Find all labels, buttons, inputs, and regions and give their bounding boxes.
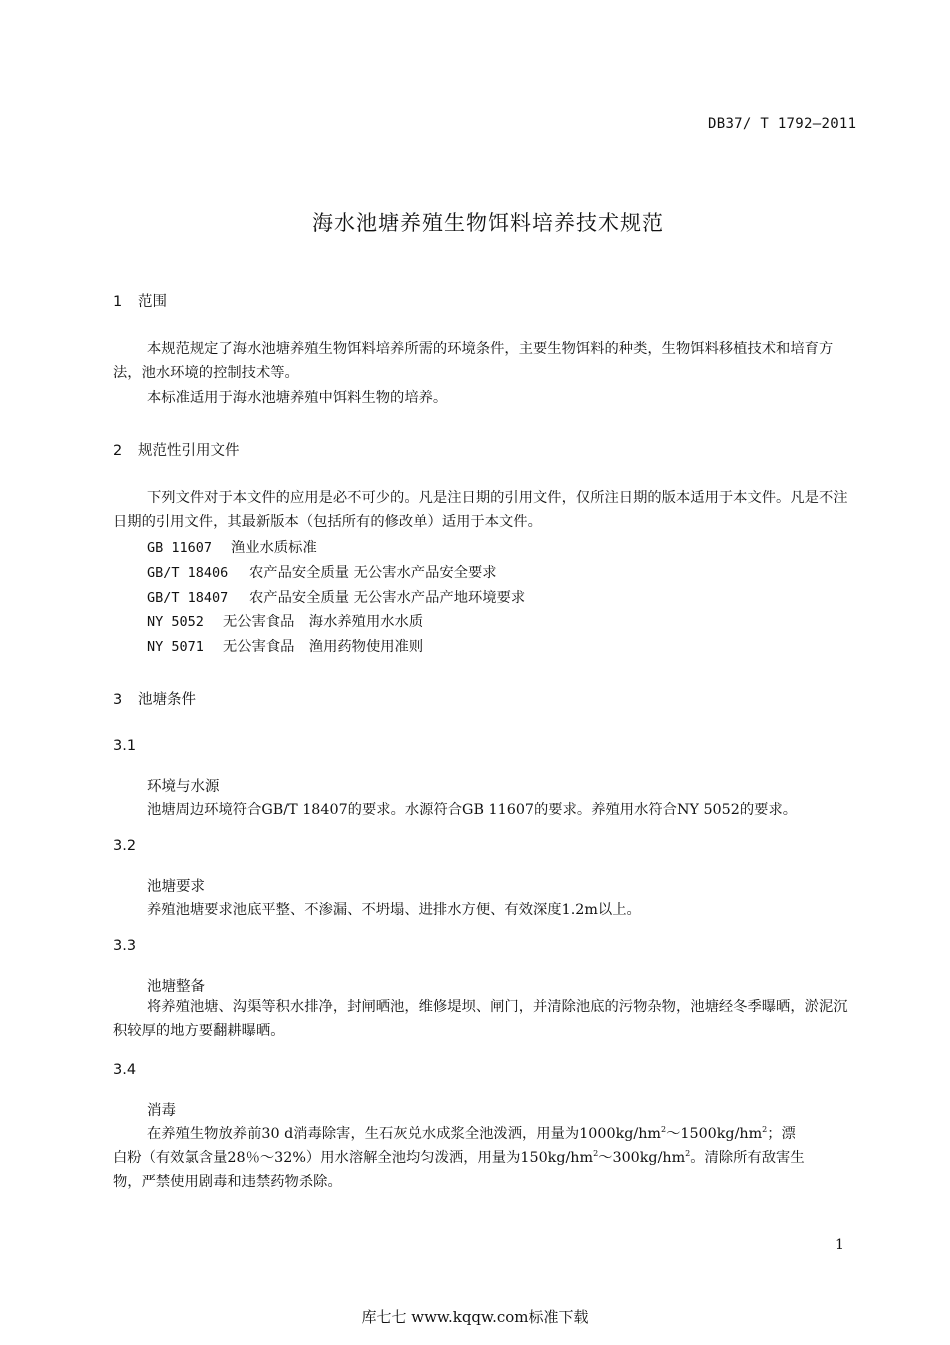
section-number: 1: [113, 294, 123, 310]
reference-item: [147, 537, 317, 557]
reference-name: 农产品安全质量 无公害水产品产地环境要求: [249, 590, 526, 606]
subsection-3-1-text: 池塘周边环境符合GB/T 18407的要求。水源符合GB 11607的要求。养殖用水符合NY 5052的要求。: [147, 802, 798, 818]
section-1-heading: [113, 290, 167, 311]
reference-name: 农产品安全质量 无公害水产品安全要求: [249, 565, 497, 581]
subsection-3-4-line-3: 物，严禁使用剧毒和违禁药物杀除。: [113, 1174, 342, 1190]
text-run: ；漂: [767, 1126, 796, 1142]
text-run: 白粉（有效氯含量28％～32%）用水溶解全池均匀泼洒，用量为150kg/hm: [113, 1150, 594, 1166]
subsection-3-4-heading: 消毒: [147, 1103, 176, 1119]
text-run: ～1500kg/hm: [666, 1126, 763, 1142]
text-run: 。清除所有敌害生: [690, 1150, 805, 1166]
subsection-3-1-heading: 环境与水源: [147, 779, 220, 795]
reference-code: GB/T 18406: [147, 565, 229, 581]
section-title: 规范性引用文件: [138, 443, 240, 459]
section-1-paragraph-1: 本规范规定了海水池塘养殖生物饵料培养所需的环境条件，主要生物饵料的种类，生物饵料移植技术和培育方法，池水环境的控制技术等。: [113, 341, 834, 381]
reference-code: GB/T 18407: [147, 590, 229, 606]
reference-name: 无公害食品 渔用药物使用准则: [223, 639, 424, 655]
section-number: 3: [113, 692, 123, 708]
superscript: 2: [660, 1125, 667, 1134]
subsection-3-3-heading: 池塘整备: [147, 979, 205, 995]
subsection-3-2-number: 3.2: [113, 838, 137, 854]
subsection-3-4-line-1: [147, 1123, 796, 1143]
footer-watermark: 库七七 www.kqqw.com标准下载: [361, 1308, 589, 1326]
text-run: 在养殖生物放养前30 d消毒除害，生石灰兑水成浆全池泼洒，用量为1000kg/hm: [147, 1126, 661, 1142]
superscript: 2: [593, 1149, 599, 1158]
subsection-3-2-text: 养殖池塘要求池底平整、不渗漏、不坍塌、进排水方便、有效深度1.2m以上。: [147, 902, 641, 918]
superscript: 2: [762, 1125, 768, 1134]
subsection-3-4-number: 3.4: [113, 1062, 137, 1078]
standard-number: DB37/ T 1792—2011: [708, 116, 857, 132]
subsection-3-1-number: 3.1: [113, 738, 137, 754]
subsection-3-4-line-2: [113, 1147, 805, 1167]
reference-name: 渔业水质标准: [231, 540, 317, 556]
reference-item: [147, 611, 423, 631]
reference-item: [147, 562, 497, 582]
reference-code: NY 5052: [147, 614, 204, 630]
page-number: 1: [835, 1237, 844, 1253]
section-2-paragraph: 下列文件对于本文件的应用是必不可少的。凡是注日期的引用文件，仅所注日期的版本适用于本文件。凡是不注日期的引用文件，其最新版本（包括所有的修改单）适用于本文件。: [113, 490, 848, 530]
section-2-heading: [113, 439, 240, 460]
section-3-heading: [113, 688, 196, 709]
section-title: 范围: [138, 294, 167, 310]
reference-item: [147, 587, 525, 607]
reference-item: [147, 636, 423, 656]
reference-name: 无公害食品 海水养殖用水水质: [223, 614, 424, 630]
section-1-paragraph-2: 本标准适用于海水池塘养殖中饵料生物的培养。: [147, 390, 448, 406]
section-title: 池塘条件: [138, 692, 196, 708]
reference-code: GB 11607: [147, 540, 213, 556]
subsection-3-2-heading: 池塘要求: [147, 879, 205, 895]
text-run: ～300kg/hm: [598, 1150, 686, 1166]
section-number: 2: [113, 443, 123, 459]
document-title: 海水池塘养殖生物饵料培养技术规范: [312, 211, 664, 235]
reference-code: NY 5071: [147, 639, 204, 655]
subsection-3-3-text: 将养殖池塘、沟渠等积水排净，封闸晒池，维修堤坝、闸门，并清除池底的污物杂物，池塘经冬季曝晒，淤泥沉积较厚的地方要翻耕曝晒。: [113, 999, 848, 1039]
subsection-3-3-number: 3.3: [113, 938, 137, 954]
superscript: 2: [685, 1149, 691, 1158]
